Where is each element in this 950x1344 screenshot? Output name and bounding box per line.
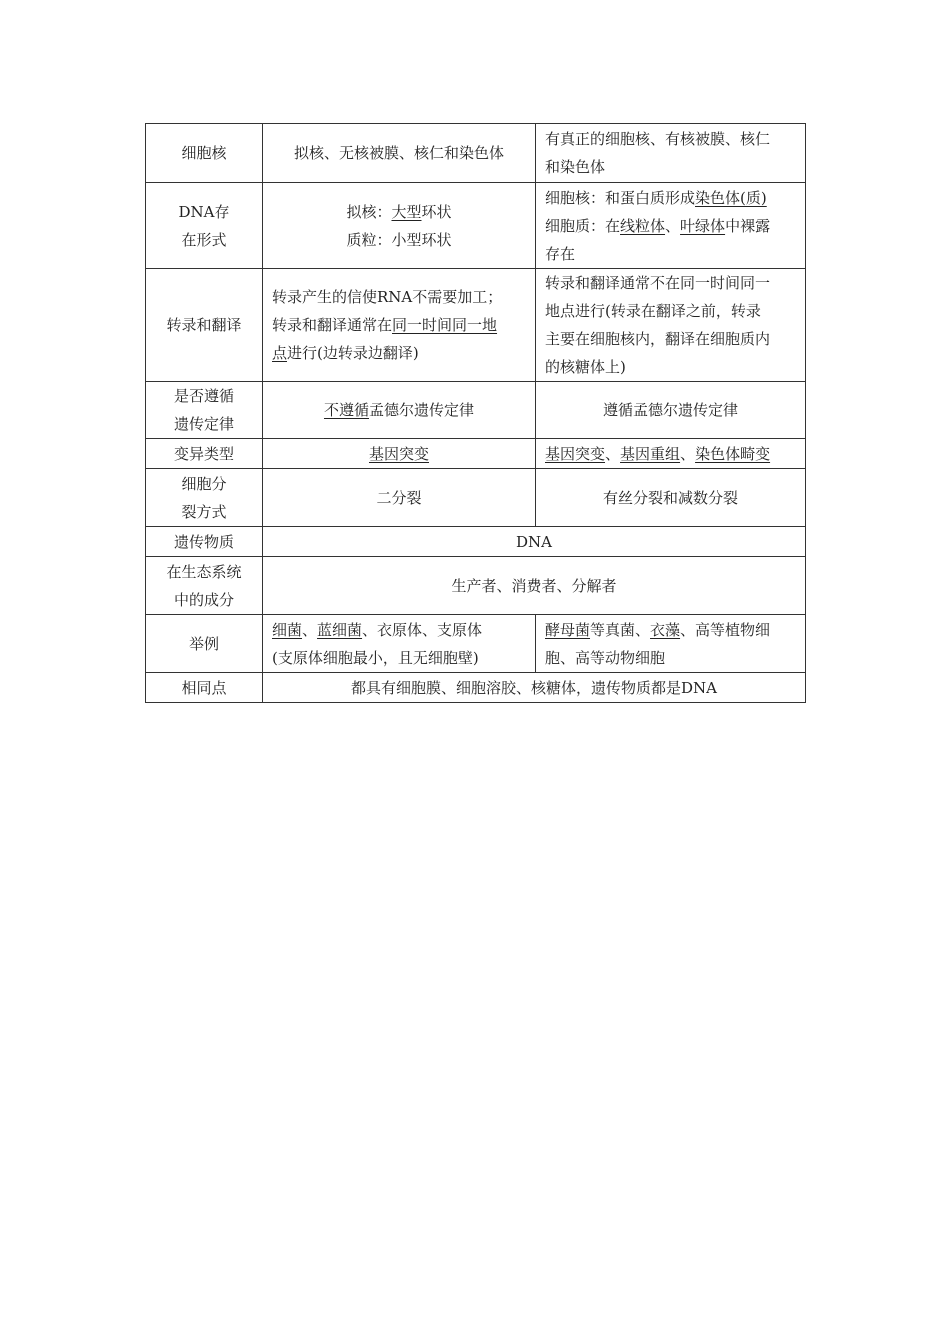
prokaryote-cell — [263, 469, 536, 527]
cell-text: 转录和翻译通常不在同一时间同一 — [545, 274, 771, 292]
prokaryote-eukaryote-comparison-table — [145, 123, 806, 703]
row-label-line: 细胞核 — [181, 144, 227, 162]
cell-text: 质粒：小型环状 — [346, 230, 452, 249]
underlined-term: 染色体畸变 — [695, 444, 771, 463]
row-label-line: 中的成分 — [173, 590, 234, 609]
cell-line — [272, 311, 526, 339]
underlined-term: 大型 — [391, 202, 422, 221]
cell-line — [545, 269, 796, 297]
cell-line — [545, 297, 796, 325]
row-label — [146, 439, 263, 469]
cell-text: 孟德尔遗传定律 — [369, 401, 475, 419]
prokaryote-cell — [263, 439, 536, 469]
eukaryote-cell — [536, 269, 806, 382]
cell-text: 主要在细胞核内，翻译在细胞质内 — [545, 330, 771, 348]
cell-line — [545, 212, 796, 240]
cell-line — [272, 339, 526, 367]
underlined-term: 点 — [272, 344, 288, 362]
cell-text: 的核糖体上) — [545, 358, 626, 376]
cell-line — [272, 139, 526, 167]
row-label — [146, 382, 263, 439]
row-label-line: 裂方式 — [181, 502, 227, 521]
row-label-line: DNA存 — [178, 202, 230, 221]
row-label-line: 在形式 — [181, 230, 227, 249]
row-label-line: 是否遵循 — [173, 387, 234, 405]
table-row — [146, 469, 806, 527]
cell-line — [272, 198, 526, 226]
underlined-term: 细菌 — [272, 620, 303, 639]
table-row — [146, 382, 806, 439]
row-label — [146, 469, 263, 527]
table-row — [146, 673, 806, 703]
cell-line — [272, 484, 526, 512]
cell-text: 拟核、无核被膜、核仁和染色体 — [293, 144, 504, 162]
cell-text: DNA — [516, 532, 552, 551]
cell-line — [272, 396, 526, 424]
underlined-term: 线粒体 — [620, 216, 666, 235]
table-row — [146, 557, 806, 615]
cell-line — [272, 226, 526, 254]
cell-text: 存在 — [545, 244, 576, 263]
cell-text: 地点进行(转录在翻译之前，转录 — [545, 302, 761, 320]
cell-line — [545, 353, 796, 381]
cell-line — [272, 283, 526, 311]
comparison-sheet — [145, 123, 805, 703]
prokaryote-cell — [263, 269, 536, 382]
underlined-term: 同一时间同一地 — [392, 316, 498, 334]
cell-text: 、高等植物细 — [680, 620, 771, 639]
underlined-term: 基因重组 — [620, 444, 681, 463]
row-label-line: 在生态系统 — [166, 562, 242, 581]
underlined-term: 染色体(质) — [695, 188, 767, 207]
cell-line — [545, 484, 796, 512]
row-label — [146, 124, 263, 183]
cell-line — [272, 528, 796, 556]
underlined-term: 基因突变 — [368, 444, 429, 463]
cell-line — [272, 644, 526, 672]
row-label — [146, 615, 263, 673]
cell-line — [545, 396, 796, 424]
underlined-term: 叶绿体 — [680, 216, 726, 235]
cell-text: 、 — [680, 444, 696, 463]
eukaryote-cell — [536, 124, 806, 183]
prokaryote-cell — [263, 382, 536, 439]
row-label-line: 遗传物质 — [173, 532, 234, 551]
cell-line — [545, 644, 796, 672]
table-row — [146, 615, 806, 673]
cell-text: 胞、高等动物细胞 — [545, 648, 666, 667]
cell-line — [272, 674, 796, 702]
cell-text: 、 — [665, 216, 681, 235]
row-label — [146, 527, 263, 557]
table-row — [146, 439, 806, 469]
underlined-term: 酵母菌 — [545, 620, 591, 639]
cell-text: 和染色体 — [545, 158, 606, 176]
cell-text: (支原体细胞最小，且无细胞壁) — [272, 648, 479, 667]
cell-line — [545, 440, 796, 468]
table-row — [146, 183, 806, 269]
row-label — [146, 557, 263, 615]
table-row — [146, 124, 806, 183]
cell-line — [545, 325, 796, 353]
underlined-term: 基因突变 — [545, 444, 606, 463]
prokaryote-cell — [263, 124, 536, 183]
cell-text: 生产者、消费者、分解者 — [451, 576, 617, 595]
cell-text: 拟核： — [346, 202, 392, 221]
row-label — [146, 269, 263, 382]
cell-text: 转录和翻译通常在 — [272, 316, 393, 334]
cell-text: 有真正的细胞核、有核被膜、核仁 — [545, 130, 771, 148]
cell-text: 、 — [302, 620, 318, 639]
cell-line — [272, 616, 526, 644]
eukaryote-cell — [536, 382, 806, 439]
eukaryote-cell — [536, 439, 806, 469]
cell-line — [545, 125, 796, 153]
prokaryote-cell — [263, 183, 536, 269]
cell-line — [545, 616, 796, 644]
cell-text: 进行(边转录边翻译) — [287, 344, 419, 362]
cell-text: 等真菌、 — [590, 620, 651, 639]
row-label-line: 遗传定律 — [173, 415, 234, 433]
shared-cell — [263, 527, 806, 557]
row-label-line: 转录和翻译 — [166, 316, 242, 334]
underlined-term: 不遵循 — [323, 401, 369, 419]
cell-text: 环状 — [421, 202, 452, 221]
row-label-line: 举例 — [188, 634, 219, 653]
eukaryote-cell — [536, 183, 806, 269]
row-label-line: 细胞分 — [181, 474, 227, 493]
underlined-term: 蓝细菌 — [317, 620, 363, 639]
cell-text: 细胞核：和蛋白质形成 — [545, 188, 696, 207]
row-label-line: 相同点 — [181, 678, 227, 697]
row-label-line: 变异类型 — [173, 444, 234, 463]
shared-cell — [263, 673, 806, 703]
row-label — [146, 183, 263, 269]
cell-text: 二分裂 — [376, 488, 422, 507]
row-label — [146, 673, 263, 703]
cell-line — [272, 440, 526, 468]
cell-text: 遵循孟德尔遗传定律 — [602, 401, 738, 419]
eukaryote-cell — [536, 615, 806, 673]
cell-line — [545, 240, 796, 268]
cell-text: 细胞质：在 — [545, 216, 621, 235]
prokaryote-cell — [263, 615, 536, 673]
table-row — [146, 527, 806, 557]
cell-text: 都具有细胞膜、细胞溶胶、核糖体，遗传物质都是DNA — [351, 678, 717, 697]
cell-text: 有丝分裂和减数分裂 — [602, 488, 738, 507]
eukaryote-cell — [536, 469, 806, 527]
table-row — [146, 269, 806, 382]
underlined-term: 衣藻 — [650, 620, 681, 639]
cell-text: 、衣原体、支原体 — [362, 620, 483, 639]
cell-text: 、 — [605, 444, 621, 463]
cell-line — [545, 184, 796, 212]
cell-text: 转录产生的信使RNA不需要加工； — [272, 288, 503, 306]
shared-cell — [263, 557, 806, 615]
cell-line — [545, 153, 796, 181]
cell-line — [272, 572, 796, 600]
cell-text: 中裸露 — [725, 216, 771, 235]
